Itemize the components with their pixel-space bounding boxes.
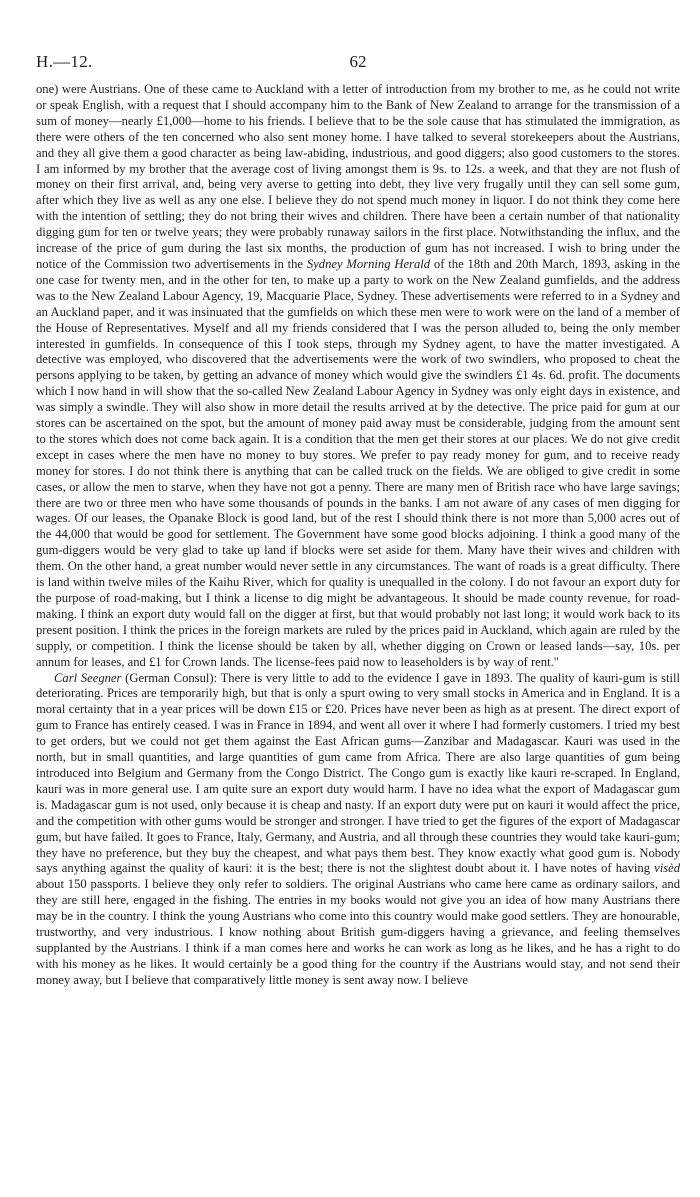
page-header [36, 52, 680, 82]
paragraph-2-text-part-2: about 150 passports. I believe they only refer to soldiers. The original Austrians who came here came as ordinary sailors, and they are still here, engaged in the fishing. The entries in my books would not give you an idea of how many Austrians there may be in the country. I think the young Austrians who come into this country would make good settlers. They are honourable, trustworthy, and very industrious. I know nothing about British gum-diggers having a grievance, and feeling themselves supplanted by the Austrians. I think if a man comes here and works he can work as long as he likes, and he has a right to do with his money as he likes. It would certainly be a good thing for the country if the Austrians would stay, and not send their money away, but I believe that comparatively little money is sent away now. I believe [36, 877, 680, 987]
paragraph-1-text-part-1: one) were Austrians. One of these came to Auckland with a letter of introduction from my brother to me, as he could not write or speak English, with a request that I should accompany him to the Bank of New Zealand to arrange for the transmission of a sum of money—nearly £1,000—home to his friends. I believe that to be the sole cause that has stimulated the immigration, as there were others of the ten concerned who also sent money home. I have talked to several storekeepers about the Austrians, and they all give them a good character as being law-abiding, industrious, and good diggers; also good customers to the stores. I am informed by my brother that the average cost of living amongst them is 9s. to 12s. a week, and that they are not flush of money on their first arrival, and, being very averse to getting into debt, they live very frugally until they can sell some gum, after which they live as well as any one else. I believe they do not spend much money in liquor. I do not think they come here with the intention of settling; they do not bring their wives and children. There have been a certain number of that nationality digging gum for ten or twelve years; they were probably runaway sailors in the first place. Notwithstanding the influx, and the increase of the price of gum during the last six months, the production of gum has not increased. I wish to bring under the notice of the Commission two advertisements in the [36, 82, 680, 271]
speaker-name: Carl Seegner [54, 670, 122, 685]
paragraph-2-text-part-1: (German Consul): There is very little to add to the evidence I gave in 1893. The quality of kauri-gum is still deteriorating. Prices are temporarily high, but that is only a spurt owing to very small stocks in America and in England. It is a moral certainty that in a year prices will be down £15 or £20. Prices have never been as high as at present. The direct export of gum to France has entirely ceased. I was in France in 1894, and went all over it where I had formerly customers. I tried my best to get orders, but we could not get them against the East African gums—Zanzibar and Madagascar. Kauri was used in the north, but in small quantities, and large quantities of gum came from Africa. There are also large quantities of gum being introduced into Belgium and Germany from the Congo District. The Congo gum is exactly like kauri re-scraped. In England, kauri was in more general use. I am quite sure an export duty would harm. I have no idea what the export of Madagascar gum is. Madagascar gum is not used, only because it is cheap and nasty. If an export duty were put on kauri it would affect the price, and the competition with other gums would be stronger and stronger. I have tried to get the figures of the export of Madagascar gum, but have failed. It goes to France, Italy, Germany, and Austria, and all through these countries they would take kauri-gum; they have no preference, but they buy the cheapest, and what pays them best. They know exactly what good gum is. Nobody says anything against the quality of kauri: it is the best; there is not the slightest doubt about it. I have notes of having [36, 670, 680, 876]
paragraph-1-text-part-2: of the 18th and 20th March, 1893, asking in the one case for twenty men, and in the other for ten, to make up a party to work on the New Zealand gumfields, and the address was to the New Zealand Labour Agency, 19, Macquarie Place, Sydney. These advertisements were referred to in a Sydney and an Auckland paper, and it was insinuated that the gumfields on which these men were to work were on the land of a member of the House of Representatives. Myself and all my friends considered that I was the person alluded to, being the only member interested in gumfields. In consequence of this I took steps, through my Sydney agent, to have the matter investigated. A detective was employed, who discovered that the advertisements were the work of two swindlers, who proposed to cheat the persons applying to be taken, by getting an advance of money which would give the swindlers £1 4s. 6d. profit. The documents which I now hand in will show that the so-called New Zealand Labour Agency in Sydney was only eight days in existence, and was simply a swindle. They will also show in more detail the results arrived at by the detective. The price paid for gum at our stores can be ascertained on the spot, but the amount of money paid away must be considerable, judging from the amount sent to the stores which does not come back again. It is a condition that the men get their stores at our places. We do not give credit except in cases where the men have no money to buy stores. We prefer to pay ready money for gum, and to receive ready money for stores. I do not think there is anything that can be called truck on the fields. We are obliged to give credit in some cases, or allow the men to starve, when they have not got a penny. There are many men of British race who have large savings; there are two or three men who have some thousands of pounds in the banks. I am not aware of any cases of men digging for wages. Of our leases, the Opanake Block is good land, but of the rest I should think there is not more than 5,000 acres out of the 44,000 that would be good for settlement. The Government have some good blocks adjoining. I think a good many of the gum-diggers would be very glad to take up land if blocks were set aside for them. Many have their wives and children with them. On the other hand, a great number would never settle in any circumstances. The want of roads is a great difficulty. There is land within twelve miles of the Kaihu River, which for quality is unequalled in the colony. I do not favour an export duty for the purpose of road-making, but I think a license to dig might be advantageous. It should be made county revenue, for road-making. I think an export duty would fall on the digger at first, but that would probably not last long; it would work back to its present position. I think the prices in the foreign markets are ruled by the prices paid in Auckland, which again are ruled by the supply, or competition. I think the license should be taken by all, whether digging on Crown or leased lands—say, 10s. per annum for leases, and £1 for Crown lands. The license-fees paid now to leaseholders is by way of rent." [36, 256, 680, 669]
newspaper-title: Sydney Morning Herald [306, 256, 431, 271]
document-page [36, 52, 680, 989]
evidence-paragraph-continued [36, 82, 680, 671]
body-text [36, 82, 680, 989]
italic-word-vised: visèd [654, 861, 680, 876]
evidence-paragraph-seegner [36, 671, 680, 989]
page-number: 62 [349, 52, 367, 71]
document-reference: H.—12. [36, 52, 93, 71]
